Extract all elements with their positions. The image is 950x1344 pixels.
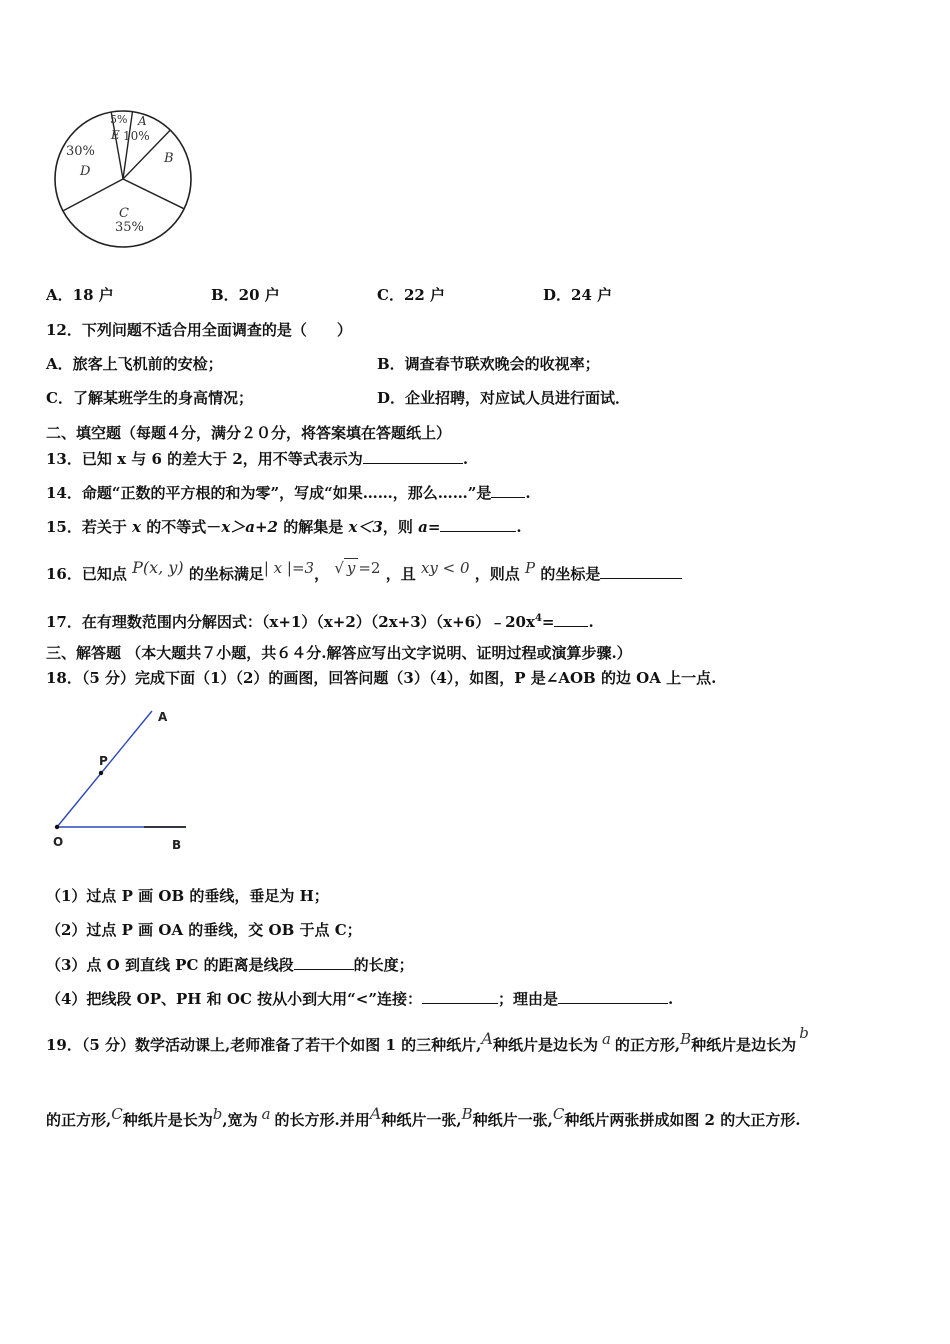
q13-end: .: [462, 450, 469, 468]
q17: [46, 609, 594, 632]
q15: [46, 516, 522, 537]
q19-var-C2: C: [552, 1105, 565, 1123]
q15-mid3: ，则: [382, 518, 413, 536]
q19-var-b2: b: [212, 1105, 223, 1123]
q16-point: P(x, y): [132, 558, 184, 577]
q19-var-a: a: [601, 1030, 611, 1048]
q16-sqrt-arg: y: [344, 558, 358, 577]
q16-t3: ，则点: [474, 565, 520, 583]
q19-l2g: 种纸片两张拼成如图 2 的大正方形.: [564, 1111, 801, 1129]
pie-label-35pct: 35%: [115, 220, 144, 235]
q19-l2d: 的长方形.并用: [274, 1111, 370, 1129]
q11-option-a: A．18 户: [46, 286, 114, 304]
q18-sub3-a: （3）点 O 到直线 PC 的距离是线段: [46, 956, 294, 974]
pie-label-10pct: 10%: [123, 129, 150, 143]
q15-var-x: x: [132, 518, 142, 536]
label-p: P: [99, 754, 108, 768]
q18-sub4-b: ；理由是: [497, 990, 558, 1008]
q17-sup: 4: [534, 613, 542, 624]
pie-boundary-C: [123, 179, 184, 209]
q16-sqrt-eq: =2: [358, 559, 381, 577]
q12-option-a: A．旅客上飞机前的安检；: [46, 355, 223, 373]
q18-sub4-c: .: [667, 990, 674, 1008]
label-o: O: [53, 835, 64, 849]
q18-sub3-blank[interactable]: [294, 954, 354, 970]
q16-comma1: ，: [314, 565, 330, 583]
q15-prefix: 15．若关于: [46, 518, 127, 536]
q11-option-d: D．24 户: [543, 286, 613, 304]
q16-ineq: xy < 0: [420, 559, 470, 577]
q19-l2e: 种纸片一张,: [381, 1111, 462, 1129]
q19-l1d: 种纸片是边长为: [691, 1036, 797, 1054]
q18-sub3: [46, 954, 414, 975]
q17-eq: =: [541, 613, 555, 631]
q15-mid2: 的解集是: [283, 518, 344, 536]
q14-text: 14．命题“正数的平方根的和为零”，写成“如果……，那么……”是: [46, 484, 492, 502]
q16-t2: ，且: [385, 565, 416, 583]
q19-var-b: b: [799, 1024, 809, 1042]
q18-stem: 18．（5 分）完成下面（1）（2）的画图，回答问题（3）（4），如图，P 是∠AOB 的边 OA 上一点.: [46, 669, 717, 687]
q17-end: .: [588, 613, 594, 631]
angle-figure: [48, 703, 193, 855]
pie-label-A: A: [138, 114, 147, 128]
q19-line2: [46, 1104, 801, 1130]
section-2-heading: 二、填空题（每题４分，满分２０分，将答案填在答题纸上）: [46, 424, 452, 442]
q19-l1c: 的正方形,: [614, 1036, 681, 1054]
q18-sub4-blank1[interactable]: [422, 988, 498, 1004]
q15-end: .: [516, 518, 522, 536]
q15-cond: x＜3: [348, 518, 383, 536]
q18-sub4-a: （4）把线段 OP、PH 和 OC 按从小到大用“<”连接：: [46, 990, 422, 1008]
q14-end: .: [525, 484, 531, 502]
q15-middle: 的不等式－: [146, 518, 222, 536]
pie-label-5pct: 5%: [110, 113, 128, 126]
q13: [46, 448, 468, 469]
q14: [46, 482, 531, 503]
q15-answer-blank[interactable]: [440, 516, 516, 532]
q13-text: 13．已知 x 与 6 的差大于 2，用不等式表示为: [46, 450, 363, 468]
q19-var-A: A: [481, 1029, 493, 1048]
q19-l2c: ,宽为: [222, 1111, 258, 1129]
q19-l2b: 种纸片是长为: [122, 1111, 213, 1129]
pie-chart: [40, 100, 210, 260]
q17-text: 17．在有理数范围内分解因式：（x+1）（x+2）（2x+3）（x+6）﹣20x: [46, 613, 535, 631]
q19-var-A2: A: [369, 1104, 382, 1123]
q12-stem: 12．下列问题不适合用全面调查的是（ ）: [46, 321, 352, 339]
q18-sub3-b: 的长度；: [353, 956, 414, 974]
q15-expr: x＞a+2: [221, 518, 278, 536]
q16-prefix: 16．已知点: [46, 565, 127, 583]
q12-option-d: D．企业招聘，对应试人员进行面试．: [377, 389, 631, 407]
q16-abs: | x |=3: [263, 559, 315, 577]
q19-var-B2: B: [461, 1105, 473, 1123]
q19-l1a: 19．（5 分）数学活动课上,老师准备了若干个如图 1 的三种纸片,: [46, 1036, 482, 1054]
point-p: [99, 771, 103, 775]
q19-line1: [46, 1024, 809, 1055]
q18-sub4: [46, 988, 673, 1009]
q17-answer-blank[interactable]: [554, 611, 588, 627]
q15-avar: a=: [418, 518, 441, 536]
q16-t4: 的坐标是: [540, 565, 601, 583]
ray-oa: [57, 711, 152, 827]
pie-label-30pct: 30%: [66, 144, 95, 159]
q11-option-c: C．22 户: [377, 286, 446, 304]
sqrt-icon: √: [334, 559, 344, 577]
pie-label-E: E: [111, 128, 120, 142]
label-a: A: [158, 710, 168, 724]
pie-label-C: C: [119, 206, 129, 221]
point-o: [55, 825, 59, 829]
pie-label-B: B: [164, 151, 174, 166]
q14-answer-blank[interactable]: [491, 482, 525, 498]
q12-option-c: C．了解某班学生的身高情况；: [46, 389, 253, 407]
q19-l2a: 的正方形,: [46, 1111, 112, 1129]
q18-sub2: （2）过点 P 画 OA 的垂线，交 OB 于点 C；: [46, 921, 362, 939]
q16-answer-blank[interactable]: [600, 563, 682, 579]
pie-boundary-D: [63, 179, 123, 211]
q18-sub4-blank2[interactable]: [558, 988, 668, 1004]
label-b: B: [172, 838, 182, 852]
q11-option-b: B．20 户: [211, 286, 280, 304]
q16-p: P: [525, 559, 536, 577]
q19-l2f: 种纸片一张,: [472, 1111, 553, 1129]
q19-var-B: B: [680, 1030, 692, 1048]
pie-label-D: D: [80, 164, 91, 179]
q16-sqrt: [334, 559, 380, 577]
q19-var-C: C: [111, 1105, 123, 1123]
q19-l1b: 种纸片是边长为: [492, 1036, 598, 1054]
q16: [46, 558, 682, 584]
q13-answer-blank[interactable]: [363, 448, 463, 464]
q19-var-a2: a: [261, 1105, 271, 1123]
q12-option-b: B．调查春节联欢晚会的收视率；: [377, 355, 600, 373]
q16-t1: 的坐标满足: [188, 565, 264, 583]
section-3-heading: 三、解答题 （本大题共７小题，共６４分.解答应写出文字说明、证明过程或演算步骤.）: [46, 644, 632, 662]
q18-sub1: （1）过点 P 画 OB 的垂线，垂足为 H；: [46, 887, 329, 905]
